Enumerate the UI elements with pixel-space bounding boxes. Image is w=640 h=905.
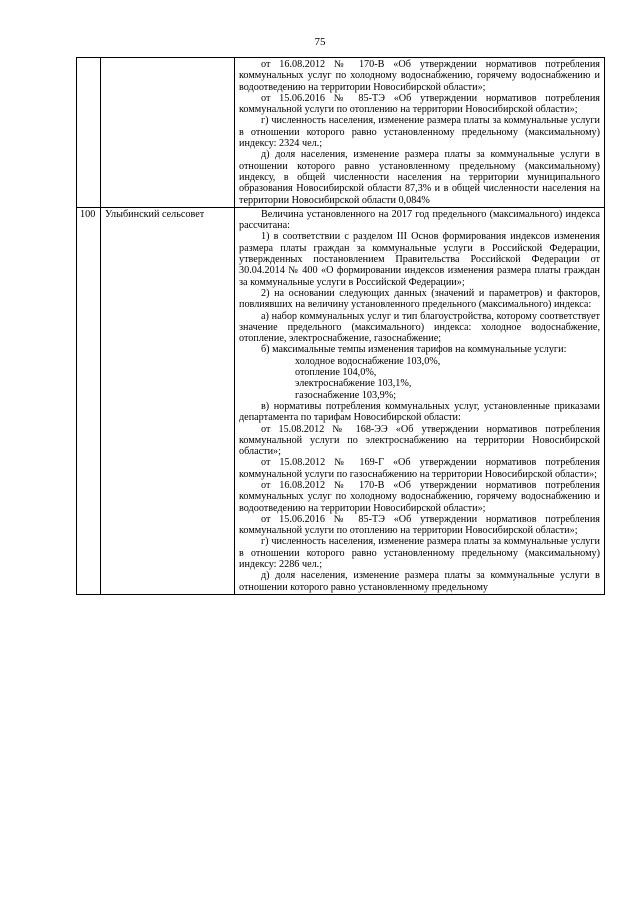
paragraph: в) нормативы потребления коммунальных услуг, установленные приказами департамента по тарифам Новосибирской области: xyxy=(239,400,600,424)
row-number: 100 xyxy=(77,207,101,594)
tariff-line: электроснабжение 103,1%, xyxy=(295,378,412,390)
paragraph: г) численность населения, изменение размера платы за коммунальные услуги в отношении которого равно установленному предельному (максимальному) индексу: 2324 чел.; xyxy=(239,115,600,150)
order-paragraph: от 15.08.2012 № 169-Г «Об утверждении нормативов потребления коммунальной услуги по газоснабжению на территории Новосибирской области»; xyxy=(239,457,600,480)
page-number: 75 xyxy=(314,36,326,48)
row-description xyxy=(235,207,605,594)
paragraph: от 15.06.2016 № 85-ТЭ «Об утверждении нормативов потребления коммунальной услуги по отоплению на территории Новосибирской области»; xyxy=(239,92,600,116)
paragraph: 1) в соответствии с разделом III Основ формирования индексов изменения размера платы граждан за коммунальные услуги в Российской Федерации, утвержденных постановлением Правительства Российской Федерации от 30.04.2014 № 400 «О формировании индексов изменения размера платы граждан за коммунальные услуги в Российской Федерации»; xyxy=(239,231,600,288)
paragraph: д) доля населения, изменение размера платы за коммунальные услуги в отношении которого равно установленному предельному xyxy=(239,570,600,593)
paragraph: г) численность населения, изменение размера платы за коммунальные услуги в отношении которого равно установленному предельному (максимальному) индексу: 2286 чел.; xyxy=(239,536,600,571)
order-paragraph: от 15.08.2012 № 168-ЭЭ «Об утверждении нормативов потребления коммунальной услуги по электроснабжению на территории Новосибирской области»; xyxy=(239,423,600,458)
table-row xyxy=(77,58,605,208)
order-paragraph: от 15.06.2016 № 85-ТЭ «Об утверждении нормативов потребления коммунальной услуги по отоплению на территории Новосибирской области»; xyxy=(239,513,600,537)
tariff-line: отопление 104,0%, xyxy=(295,367,377,379)
paragraph: а) набор коммунальных услуг и тип благоустройства, которому соответствует значение предельного (максимального) индекса: холодное водоснабжение, отопление, электроснабжение, газоснабжение; xyxy=(239,310,600,345)
tariff-line: газоснабжение 103,9%; xyxy=(295,389,397,401)
tariff-line: холодное водоснабжение 103,0%, xyxy=(295,355,441,367)
paragraph: от 16.08.2012 № 170-В «Об утверждении нормативов потребления коммунальных услуг по холодному водоснабжению, горячему водоснабжению и водоотведению на территории Новосибирской области»; xyxy=(239,59,600,93)
order-paragraph: от 16.08.2012 № 170-В «Об утверждении нормативов потребления коммунальных услуг по холодному водоснабжению, горячему водоснабжению и водоотведению на территории Новосибирской области»; xyxy=(239,479,600,514)
indices-table xyxy=(76,57,605,595)
municipality-name xyxy=(101,58,235,208)
paragraph: 2) на основании следующих данных (значений и параметров) и факторов, повлиявших на величину установленного предельного (максимального) индекса: xyxy=(239,287,600,311)
municipality-name: Улыбинский сельсовет xyxy=(101,207,235,594)
table-row xyxy=(77,207,605,594)
paragraph: д) доля населения, изменение размера платы за коммунальные услуги в отношении которого равно установленному предельному (максимальному) индексу, в общей численности населения на территории муниципального образования Новосибирской области 87,3% и в общей численности населения на территории Новосибирской области 0,084% xyxy=(239,149,600,206)
row-number xyxy=(77,58,101,208)
paragraph: Величина установленного на 2017 год предельного (максимального) индекса рассчитана: xyxy=(239,208,600,232)
paragraph: б) максимальные темпы изменения тарифов на коммунальные услуги: xyxy=(261,344,567,356)
row-description xyxy=(235,58,605,208)
